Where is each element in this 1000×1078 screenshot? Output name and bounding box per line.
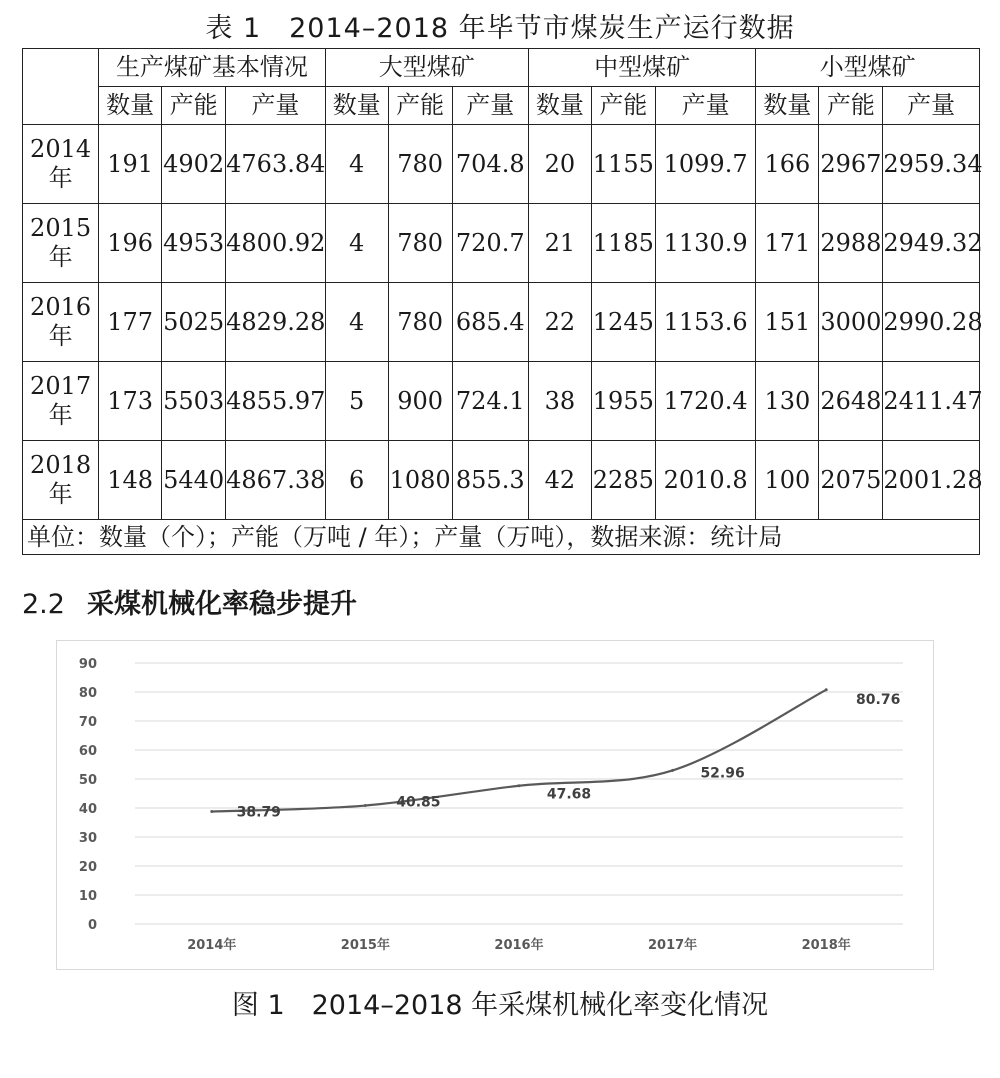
table-cell: 1130.9 [655,204,756,283]
table-cell: 177 [99,283,162,362]
x-tick-label: 2014年 [187,938,237,953]
y-tick-label: 10 [78,889,97,904]
table-cell: 4 [325,204,388,283]
table-cell: 2411.47 [883,362,980,441]
y-tick-label: 20 [78,860,97,875]
subheader-cell: 产量 [883,87,980,125]
table-cell: 2001.28 [883,441,980,520]
table-cell: 2959.34 [883,125,980,204]
table-cell: 720.7 [452,204,528,283]
table-cell: 4763.84 [226,125,326,204]
table-cell: 4867.38 [226,441,326,520]
y-tick-label: 0 [87,918,97,933]
data-label: 80.76 [856,691,901,708]
year-suffix: 年 [48,243,73,271]
year-suffix: 年 [48,480,73,508]
year-suffix: 年 [48,164,73,192]
y-tick-label: 30 [78,831,97,846]
table-row [23,362,980,441]
table-cell: 780 [388,283,452,362]
y-tick-label: 40 [78,802,97,817]
table-cell: 100 [756,441,819,520]
data-point [364,804,367,807]
table-cell: 2990.28 [883,283,980,362]
table-cell: 1245 [591,283,655,362]
data-point [210,810,213,813]
subheader-cell: 产量 [452,87,528,125]
line-chart-svg [57,641,933,969]
table-cell: 2648 [819,362,883,441]
table-cell: 4800.92 [226,204,326,283]
table-cell: 2988 [819,204,883,283]
year-cell [23,204,99,283]
table-cell: 173 [99,362,162,441]
table-cell: 2010.8 [655,441,756,520]
mechanization-rate-chart [56,640,934,970]
table-cell: 5025 [162,283,226,362]
table-cell: 685.4 [452,283,528,362]
table-cell: 4855.97 [226,362,326,441]
table-cell: 4902 [162,125,226,204]
y-tick-label: 60 [78,744,97,759]
coal-production-table [22,48,983,555]
section-number: 2.2 [22,589,65,620]
table-cell: 2949.32 [883,204,980,283]
table-cell: 5503 [162,362,226,441]
series-line [212,690,826,812]
y-tick-label: 90 [78,657,97,672]
data-label: 52.96 [700,765,745,782]
group-header: 中型煤矿 [528,49,756,87]
subheader-cell: 产能 [388,87,452,125]
table-cell: 900 [388,362,452,441]
year-cell [23,441,99,520]
table-cell: 2967 [819,125,883,204]
y-tick-label: 70 [78,715,97,730]
table-cell: 1185 [591,204,655,283]
subheader-cell: 产能 [591,87,655,125]
section-title: 采煤机械化率稳步提升 [86,589,357,620]
subheader-cell: 产量 [226,87,326,125]
table-row [23,204,980,283]
table-cell: 4 [325,125,388,204]
table-cell: 1080 [388,441,452,520]
table-cell: 780 [388,125,452,204]
year-number: 2018 [30,451,92,480]
x-tick-label: 2015年 [340,938,390,953]
year-suffix: 年 [48,322,73,350]
table-cell: 855.3 [452,441,528,520]
table-cell: 724.1 [452,362,528,441]
table-cell: 1099.7 [655,125,756,204]
x-tick-label: 2018年 [801,938,851,953]
table-row [23,441,980,520]
subheader-cell: 产能 [162,87,226,125]
table-cell: 1955 [591,362,655,441]
table-row [23,283,980,362]
table-cell: 5440 [162,441,226,520]
table-cell: 6 [325,441,388,520]
table-cell: 1155 [591,125,655,204]
table-cell: 38 [528,362,591,441]
table-cell: 1720.4 [655,362,756,441]
table-cell: 4953 [162,204,226,283]
table-cell: 42 [528,441,591,520]
table-cell: 2075 [819,441,883,520]
table-cell: 130 [756,362,819,441]
table-cell: 3000 [819,283,883,362]
subheader-cell: 产能 [819,87,883,125]
subheader-cell: 产量 [655,87,756,125]
group-header: 生产煤矿基本情况 [99,49,326,87]
year-number: 2014 [30,135,92,164]
subheader-cell: 数量 [756,87,819,125]
table-cell: 171 [756,204,819,283]
group-header: 大型煤矿 [325,49,528,87]
subheader-cell: 数量 [99,87,162,125]
year-suffix: 年 [48,401,73,429]
table-cell: 20 [528,125,591,204]
table-cell: 5 [325,362,388,441]
corner-cell [23,49,99,125]
table-cell: 22 [528,283,591,362]
year-cell [23,283,99,362]
subheader-cell: 数量 [528,87,591,125]
table-cell: 4 [325,283,388,362]
table-cell: 148 [99,441,162,520]
table-caption: 表 1 2014–2018 年毕节市煤炭生产运行数据 [205,13,795,44]
data-point [671,769,674,772]
table-cell: 1153.6 [655,283,756,362]
table-note: 单位：数量（个）；产能（万吨 / 年）；产量（万吨），数据来源：统计局 [23,520,980,555]
data-label: 38.79 [236,804,281,821]
table-cell: 166 [756,125,819,204]
y-tick-label: 80 [78,686,97,701]
data-label: 47.68 [546,786,592,803]
figure-caption: 图 1 2014–2018 年采煤机械化率变化情况 [231,990,769,1021]
table-cell: 21 [528,204,591,283]
table-row [23,125,980,204]
table-cell: 4829.28 [226,283,326,362]
section-heading [22,582,357,621]
x-tick-label: 2016年 [494,938,544,953]
group-header: 小型煤矿 [756,49,980,87]
table-cell: 196 [99,204,162,283]
table-cell: 704.8 [452,125,528,204]
subheader-row [23,87,980,125]
year-cell [23,362,99,441]
data-point [518,784,521,787]
table-cell: 151 [756,283,819,362]
data-point [825,688,828,691]
year-number: 2015 [30,214,92,243]
table-note-row [23,520,980,555]
table-cell: 2285 [591,441,655,520]
x-tick-label: 2017年 [648,938,698,953]
year-number: 2016 [30,293,92,322]
data-label: 40.85 [396,794,441,811]
table-cell: 191 [99,125,162,204]
y-tick-label: 50 [78,773,97,788]
year-cell [23,125,99,204]
year-number: 2017 [30,372,92,401]
group-header-row [23,49,980,87]
subheader-cell: 数量 [325,87,388,125]
table-cell: 780 [388,204,452,283]
